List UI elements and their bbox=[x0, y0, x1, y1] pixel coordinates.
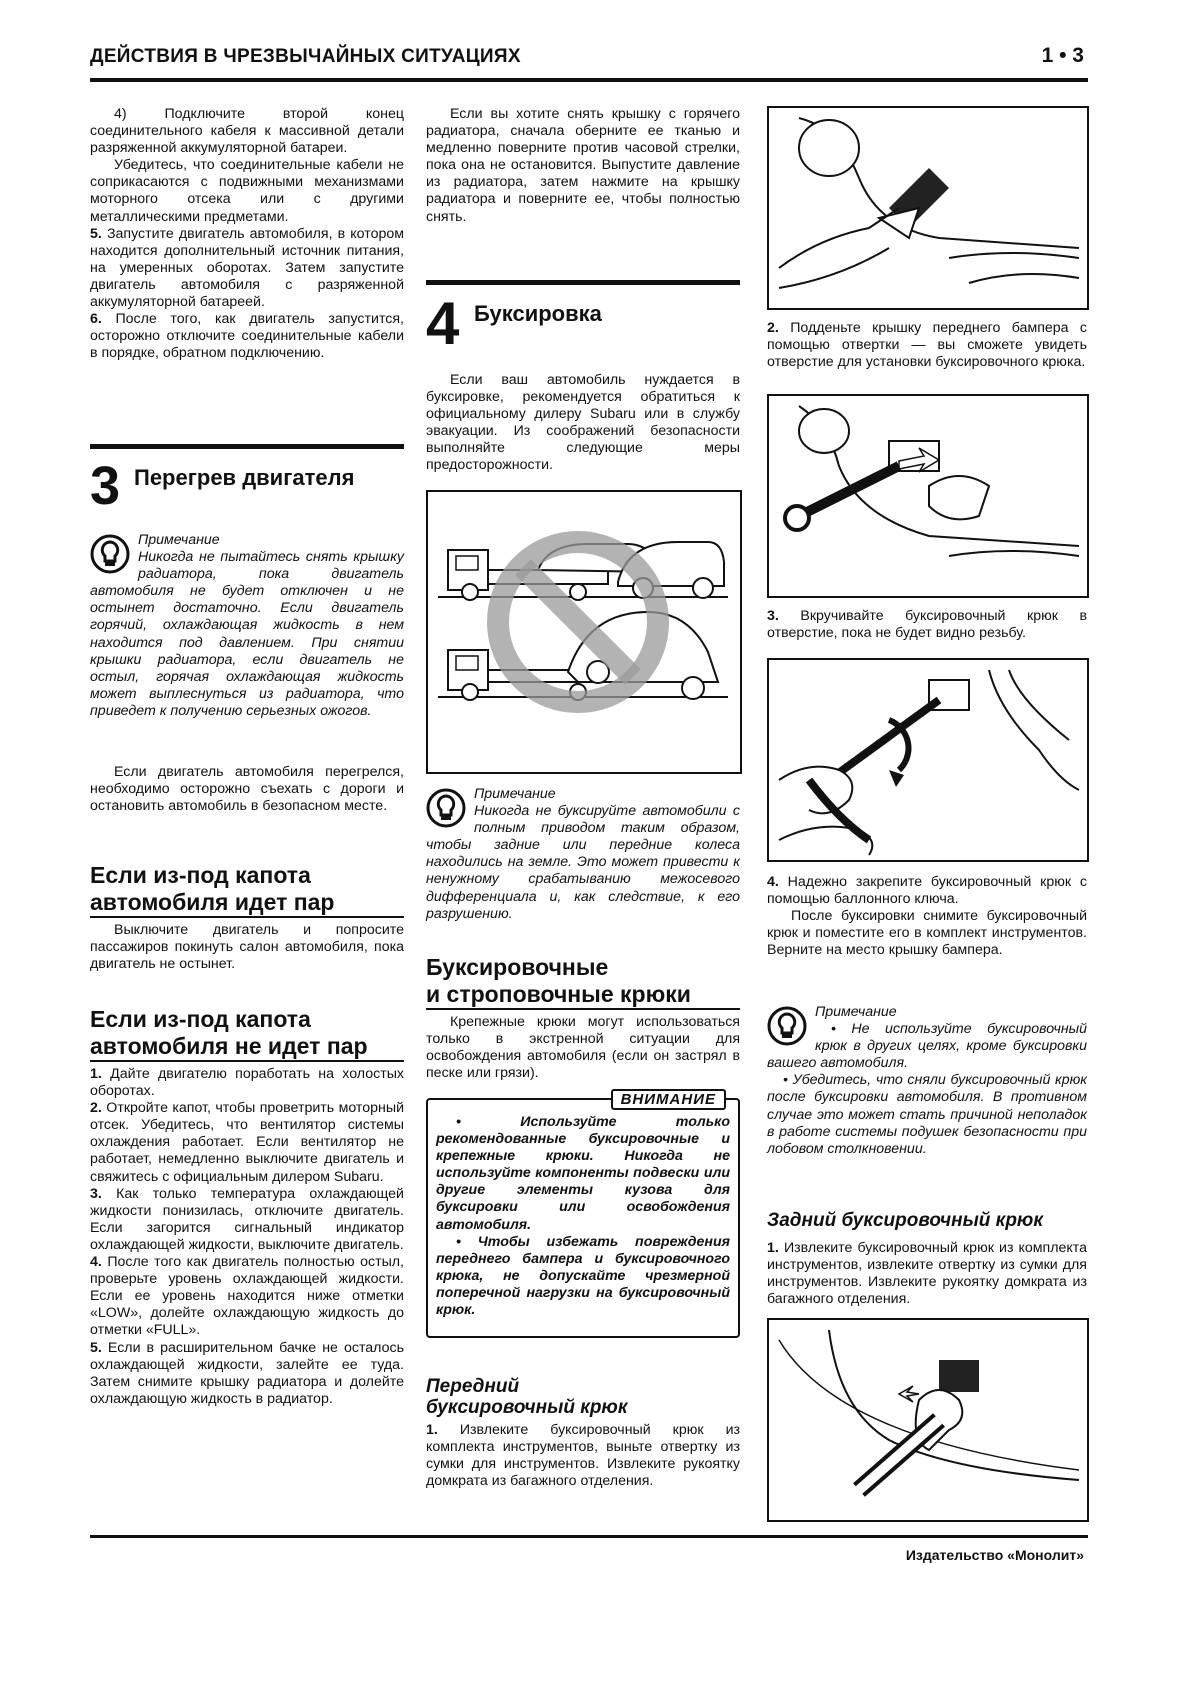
section-3-heading bbox=[90, 444, 404, 516]
warning-body bbox=[436, 1114, 730, 1319]
step-text: Откройте капот, чтобы проветрить моторный отсек. Убедитесь, что вентилятор системы охлаждения работает. Если вентилятор не работает, немедленно выключите двигатель и свяжитесь с официальным дилером Subaru. bbox=[90, 1100, 405, 1185]
warning-item: • Чтобы избежать повреждения переднего бампера и буксировочного крюка, не допускайте чрезмерной поперечной нагрузки на буксировочный крюк. bbox=[436, 1233, 730, 1319]
hook-screwing-illustration bbox=[769, 660, 1087, 860]
paragraph: Если вы хотите снять крышку с горячего радиатора, сначала оберните ее тканью и медленно поверните против часовой стрелки, пока она не остановится. Выпустите давление из радиатора, затем нажмите на крышку радиатора и поверните ее, чтобы полностью снять. bbox=[426, 106, 740, 225]
step-number: 1. bbox=[767, 1240, 779, 1256]
paragraph: Крепежные крюки могут использоваться только в экстренной ситуации для освобождения автомобиля (если он застрял в песке или грязи). bbox=[426, 1014, 740, 1082]
warning-label: ВНИМАНИЕ bbox=[611, 1089, 726, 1110]
section-number: 3 bbox=[90, 456, 121, 516]
chapter-title: ДЕЙСТВИЯ В ЧРЕЗВЫЧАЙНЫХ СИТУАЦИЯХ bbox=[90, 46, 521, 67]
step-text: Запустите двигатель автомобиля, в котором находится дополнительный источник питания, на умеренных оборотах. Затем запустите двигатель автомобиля с разряженной аккумуляторной батареей. bbox=[90, 225, 404, 311]
step-number: 2. bbox=[90, 1100, 102, 1117]
note-hook-use bbox=[767, 1004, 1087, 1158]
step-text: Дайте двигателю поработать на холостых оборотах. bbox=[90, 1066, 404, 1100]
note-text: • Убедитесь, что сняли буксировочный крюк после буксировки автомобиля. В противном случае это может стать причиной неполадок в работе системы подушек безопасности при лобовом столкновении. bbox=[767, 1072, 1087, 1157]
hooks-text bbox=[426, 1014, 740, 1082]
tow-truck-illustration bbox=[428, 492, 740, 772]
paragraph: После буксировки снимите буксировочный крюк и поместите его в комплект инструментов. Верните на место крышку бампера. bbox=[767, 908, 1087, 959]
step-text: Извлеките буксировочный крюк из комплекта инструментов, выньте отвертку из сумки для инструментов. Извлеките рукоятку домкрата из багажного отделения. bbox=[426, 1422, 740, 1490]
note-radiator bbox=[90, 532, 404, 720]
heading-line: Передний bbox=[426, 1376, 520, 1397]
note-title: Примечание bbox=[138, 532, 220, 548]
col1-intro bbox=[90, 106, 404, 362]
rear-hook-heading: Задний буксировочный крюк bbox=[767, 1210, 1043, 1231]
step-text: Если в расширительном бачке не осталось охлаждающей жидкости, залейте ее туда. Затем снимите крышку радиатора и долейте охлаждающую жидкость в радиатор. bbox=[90, 1339, 404, 1407]
paragraph: Выключите двигатель и попросите пассажиров покинуть салон автомобиля, пока двигатель не остынет. bbox=[90, 922, 404, 973]
paragraph: 4) Подключите второй конец соединительного кабеля к массивной детали разряженной аккумуляторной батареи. bbox=[90, 106, 404, 157]
step-text: Вкручивайте буксировочный крюк в отверстие, пока не будет видно резьбу. bbox=[767, 608, 1087, 642]
heading-line: Буксировочные bbox=[426, 954, 609, 980]
step4-text bbox=[767, 874, 1087, 959]
section-title: Буксировка bbox=[474, 301, 602, 326]
heading-line: и строповочные крюки bbox=[426, 981, 740, 1010]
note-title: Примечание bbox=[474, 786, 556, 802]
nosteam-steps bbox=[90, 1066, 404, 1408]
radiator-text bbox=[426, 106, 740, 226]
steam-text bbox=[90, 922, 404, 973]
steam-heading bbox=[90, 862, 404, 918]
lightbulb-icon bbox=[90, 534, 130, 574]
nosteam-heading bbox=[90, 1006, 404, 1062]
towing-prohibited-figure bbox=[426, 490, 742, 774]
rear-hook-figure bbox=[767, 1318, 1089, 1522]
section-number: 4 bbox=[426, 290, 460, 357]
hook-insert-illustration bbox=[769, 396, 1087, 596]
step-text: Подденьте крышку переднего бампера с помощью отвертки — вы сможете увидеть отверстие для установки буксировочного крюка. bbox=[767, 320, 1087, 371]
heading-line: Если из-под капота bbox=[90, 862, 311, 888]
step-number: 1. bbox=[426, 1422, 438, 1438]
page-number: 1 • 3 bbox=[1041, 44, 1084, 67]
hole-figure bbox=[767, 394, 1089, 598]
rear-hook-illustration bbox=[769, 1320, 1087, 1520]
note-text: Никогда не пытайтесь снять крышку радиатора, пока двигатель автомобиля не будет отключен и не остынет достаточно. Если двигатель горячий, охлаждающая жидкость в нем находится под давлением. При снятии крышки радиатора, если двигатель не остыл, горячая охлаждающая жидкость может выплеснуться из радиатора, что приведет к получению серьезных ожогов. bbox=[90, 549, 404, 719]
step-number: 3. bbox=[767, 608, 779, 624]
step-number: 2. bbox=[767, 320, 779, 336]
overheat-text bbox=[90, 764, 404, 815]
step-number: 4. bbox=[767, 874, 779, 890]
step-number: 1. bbox=[90, 1066, 102, 1082]
hook-screw-figure bbox=[767, 658, 1089, 862]
rear-hook-step bbox=[767, 1240, 1087, 1308]
heading-line: буксировочный крюк bbox=[426, 1397, 628, 1418]
heading-line: Если из-под капота bbox=[90, 1006, 311, 1032]
step-number: 5. bbox=[90, 225, 102, 242]
step-number: 4. bbox=[90, 1254, 102, 1271]
section-4-heading bbox=[426, 280, 740, 355]
note-text: • Не используйте буксировочный крюк в других целях, кроме буксировки вашего автомобиля. bbox=[767, 1021, 1087, 1072]
step-text: После того как двигатель полностью остыл, проверьте уровень охлаждающей жидкости. Если ее уровень находится ниже отметки «LOW», долейте охлаждающую жидкость до отметки «FULL». bbox=[90, 1254, 404, 1339]
step-text: Извлеките буксировочный крюк из комплекта инструментов, извлеките отвертку из сумки для инструментов. Извлеките рукоятку домкрата из багажного отделения. bbox=[767, 1240, 1087, 1308]
front-hook-step bbox=[426, 1422, 740, 1490]
hooks-heading bbox=[426, 954, 740, 1010]
warning-box bbox=[426, 1091, 740, 1338]
paragraph: Если ваш автомобиль нуждается в буксировке, рекомендуется обратиться к официальному дилеру Subaru или в службу эвакуации. Из соображений безопасности выполняйте следующие меры предосторожности. bbox=[426, 372, 740, 474]
lightbulb-icon bbox=[426, 788, 466, 828]
note-title: Примечание bbox=[815, 1004, 897, 1020]
step-number: 3. bbox=[90, 1185, 102, 1202]
step-number: 5. bbox=[90, 1339, 102, 1356]
heading-line: автомобиля не идет пар bbox=[90, 1033, 404, 1062]
heading-line: автомобиля идет пар bbox=[90, 889, 404, 918]
bumper-cover-figure bbox=[767, 106, 1089, 310]
page-header bbox=[90, 40, 1088, 82]
note-awd bbox=[426, 786, 740, 923]
page-footer bbox=[90, 1535, 1088, 1563]
section-title: Перегрев двигателя bbox=[134, 465, 355, 490]
step3-text bbox=[767, 608, 1087, 642]
paragraph: Убедитесь, что соединительные кабели не соприкасаются с подвижными механизмами моторного отсека или с другими металлическими предметами. bbox=[90, 157, 404, 225]
warning-item: • Используйте только рекомендованные буксировочные и крепежные крюки. Никогда не используйте компоненты подвески или другие элементы кузова для буксировки или освобождения автомобиля. bbox=[436, 1114, 730, 1233]
note-text: Никогда не буксируйте автомобили с полным приводом таким образом, чтобы задние или передние колеса находились на земле. Это может привести к ненужному срабатыванию межосевого дифференциала и, как следствие, к его разрушению. bbox=[426, 803, 740, 922]
front-hook-heading bbox=[426, 1376, 740, 1418]
towing-text bbox=[426, 372, 740, 475]
step-text: После того, как двигатель запустится, осторожно отключите соединительные кабели в порядке, обратном подключению. bbox=[90, 311, 404, 362]
bumper-cover-illustration bbox=[769, 108, 1087, 308]
paragraph: Если двигатель автомобиля перегрелся, необходимо осторожно съехать с дороги и остановить автомобиль в безопасном месте. bbox=[90, 764, 404, 815]
lightbulb-icon bbox=[767, 1006, 807, 1046]
step-text: Надежно закрепите буксировочный крюк с помощью баллонного ключа. bbox=[767, 874, 1087, 908]
step-text: Как только температура охлаждающей жидкости понизилась, отключите двигатель. Если загорится сигнальный индикатор охлаждающей жидкости, выключите двигатель. bbox=[90, 1185, 404, 1253]
publisher: Издательство «Монолит» bbox=[905, 1547, 1084, 1563]
step-number: 6. bbox=[90, 311, 102, 328]
step2-text bbox=[767, 320, 1087, 371]
